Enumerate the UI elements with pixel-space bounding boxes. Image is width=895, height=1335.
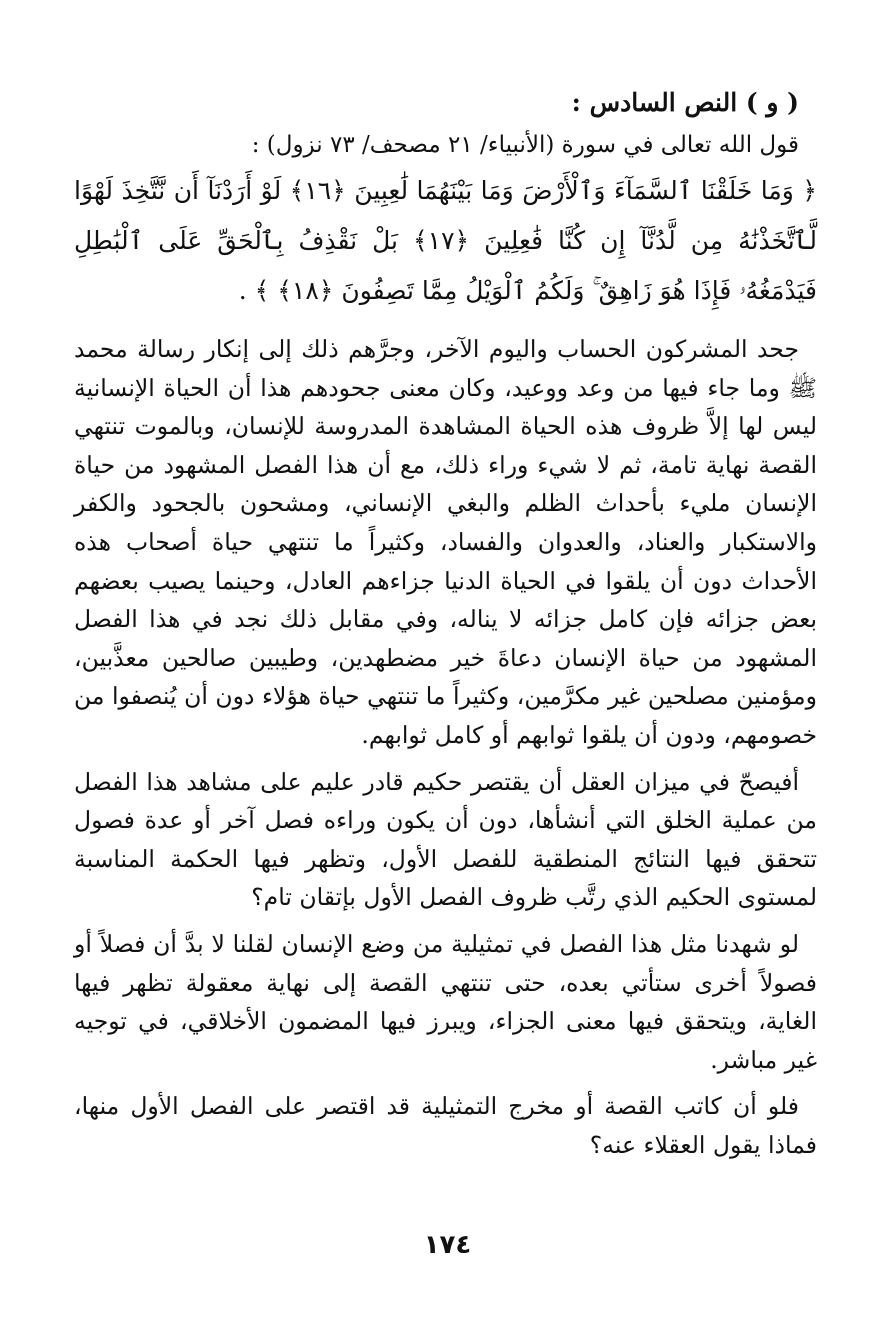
paragraph-3: لو شهدنا مثل هذا الفصل في تمثيلية من وضع الإنسان لقلنا لا بدَّ أن فصلاً أو فصولاً أخرى ستأتي بعده، حتى تنتهي القصة إلى نهاية معقولة تظهر فيها الغاية، ويتحقق فيها معنى الجزاء، ويبرز فيها المضمون الأخلاقي، في توجيه غير مباشر. <box>74 929 817 1074</box>
verse-reference-line: قول الله تعالى في سورة (الأنبياء/ ٢١ مصحف/ ٧٣ نزول) : <box>251 132 799 158</box>
quran-verse-block: ﴿ وَمَا خَلَقْنَا ٱلسَّمَآءَ وَٱلْأَرْضَ وَمَا بَيْنَهُمَا لَٰعِبِينَ ﴿١٦﴾ لَوْ أَرَدْنَآ أَن نَّتَّخِذَ لَهْوًا لَّٱتَّخَذْنَٰهُ مِن لَّدُنَّآ إِن كُنَّا فَٰعِلِينَ ﴿١٧﴾ بَلْ نَقْذِفُ بِٱلْحَقِّ عَلَى ٱلْبَٰطِلِ فَيَدْمَغُهُۥ فَإِذَا هُوَ زَاهِقٌ ۚ وَلَكُمُ ٱلْوَيْلُ مِمَّا تَصِفُونَ ﴿١٨﴾ ﴾ . <box>74 176 817 305</box>
paragraph-2: أفيصحّ في ميزان العقل أن يقتصر حكيم قادر عليم على مشاهد هذا الفصل من عملية الخلق التي أنشأها، دون أن يكون وراءه فصل آخر أو عدة فصول تتحقق فيها النتائج المنطقية للفصل الأول، وتظهر فيها الحكمة المناسبة لمستوى الحكيم الذي رتَّب ظروف الفصل الأول بإتقان تام؟ <box>74 767 817 912</box>
paragraph-1: جحد المشركون الحساب واليوم الآخر، وجرَّهم ذلك إلى إنكار رسالة محمد ﷺ وما جاء فيها من وعد ووعيد، وكان معنى جحودهم هذا أن الحياة الإنسانية ليس لها إلاَّ ظروف هذه الحياة المشاهدة المدروسة للإنسان، وبالموت تنتهي القصة نهاية تامة، ثم لا شيء وراء ذلك، مع أن هذا الفصل المشهود من حياة الإنسان مليء بأحداث الظلم والبغي الإنساني، ومشحون بالجحود والكفر والاستكبار والعناد، والعدوان والفساد، وكثيراً ما تنتهي حياة أصحاب هذه الأحداث دون أن يلقوا في الحياة الدنيا جزاءهم العادل، وحينما يصيب بعضهم بعض جزائه فإن كامل جزائه لا يناله، وفي مقابل ذلك نجد في هذا الفصل المشهود من حياة الإنسان دعاةَ خير مضطهدين، وطيبين صالحين معذَّبين، ومؤمنين مصلحين غير مكرَّمين، وكثيراً ما تنتهي حياة هؤلاء دون أن يُنصفوا من خصومهم، ودون أن يلقوا ثوابهم أو كامل ثوابهم. <box>74 335 817 749</box>
page-number: ١٧٤ <box>423 1230 472 1260</box>
paragraph-4: فلو أن كاتب القصة أو مخرج التمثيلية قد اقتصر على الفصل الأول منها، فماذا يقول العقلاء عنه؟ <box>74 1092 817 1159</box>
section-heading: ( و ) النص السادس : <box>571 88 799 117</box>
